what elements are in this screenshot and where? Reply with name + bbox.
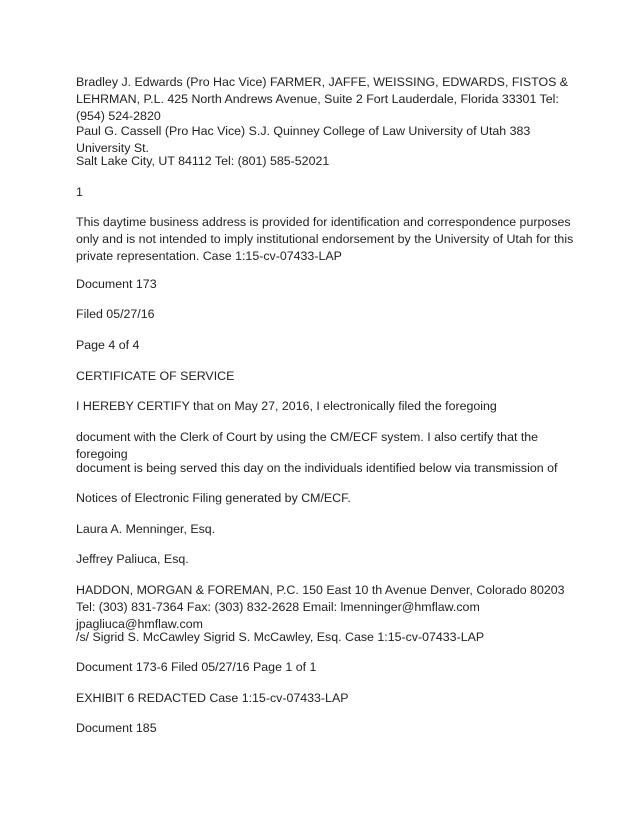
certificate-heading: CERTIFICATE OF SERVICE [76,369,235,383]
exhibit-filing-line: Document 173-6 Filed 05/27/16 Page 1 of 1 [76,660,317,674]
exhibit-redacted-line: EXHIBIT 6 REDACTED Case 1:15-cv-07433-LAP [76,691,349,705]
counsel-cassell-line: Paul G. Cassell (Pro Hac Vice) S.J. Quinney College of Law University of Utah 383 University St. [76,124,531,155]
certificate-line-1: I HEREBY CERTIFY that on May 27, 2016, I electronically filed the foregoing [76,399,497,413]
certificate-line-3: document is being served this day on the individuals identified below via transmission of [76,461,558,475]
certificate-line-2: document with the Clerk of Court by using the CM/ECF system. I also certify that the foregoing [76,430,539,461]
haddon-firm-block: HADDON, MORGAN & FOREMAN, P.C. 150 East 10 th Avenue Denver, Colorado 80203 Tel: (303) 831-7364 Fax: (303) 832-2628 Email: lmenninger@hmflaw.com jpagliuca@hmflaw.com [76,583,565,631]
service-name-paliuca: Jeffrey Paliuca, Esq. [76,552,189,566]
footnote-number: 1 [76,185,83,199]
filed-date-line: Filed 05/27/16 [76,307,155,321]
certificate-line-4: Notices of Electronic Filing generated by CM/ECF. [76,491,351,505]
page-number-line: Page 4 of 4 [76,338,140,352]
service-name-menninger: Laura A. Menninger, Esq. [76,522,216,536]
counsel-edwards-block: Bradley J. Edwards (Pro Hac Vice) FARMER, JAFFE, WEISSING, EDWARDS, FISTOS & LEHRMAN, P.L. 425 North Andrews Avenue, Suite 2 Fort Lauderdale, Florida 33301 Tel: (954) 524-2820 [76,75,569,123]
cassell-address-line: Salt Lake City, UT 84112 Tel: (801) 585-52021 [76,154,330,168]
document-185-line: Document 185 [76,721,157,735]
document-number-line: Document 173 [76,277,157,291]
footnote-text: This daytime business address is provided for identification and correspondence purposes only and is not intended to imply institutional endorsement by the University of Utah for this private representation. Case 1:15-cv-07433-LAP [76,215,574,263]
signature-line: /s/ Sigrid S. McCawley Sigrid S. McCawley, Esq. Case 1:15-cv-07433-LAP [76,630,485,644]
